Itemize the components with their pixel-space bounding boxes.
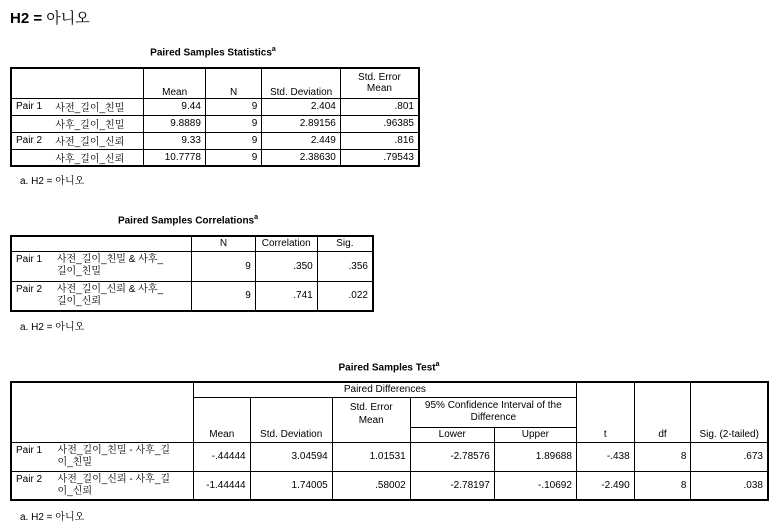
corr-header-correlation: Correlation	[255, 236, 317, 251]
pair-label	[11, 149, 51, 166]
mean-cell: -1.44444	[193, 471, 250, 500]
ci-upper-cell: 1.89688	[494, 442, 576, 471]
variable-pair-line1: 사전_길이_친밀 & 사후_	[56, 253, 164, 265]
ci-upper-cell: -.10692	[494, 471, 576, 500]
se-cell: 1.01531	[332, 442, 410, 471]
stats-title	[10, 46, 416, 58]
corr-header-row	[11, 236, 373, 251]
stats-header-n: N	[205, 68, 261, 98]
stats-title-sup: a	[271, 46, 276, 53]
se-cell: .58002	[332, 471, 410, 500]
se-cell: .816	[340, 132, 419, 149]
heading-equals: =	[29, 10, 47, 27]
sig-cell: .022	[317, 281, 373, 311]
mean-cell: 9.44	[144, 98, 205, 115]
variable-name: 사후_길이_친밀	[51, 115, 144, 132]
t-cell: -2.490	[576, 471, 634, 500]
stats-title-text: Paired Samples Statistics	[150, 47, 272, 59]
stats-table	[10, 67, 420, 167]
se-cell: .79543	[340, 149, 419, 166]
table-row	[11, 115, 419, 132]
corr-header-n: N	[192, 236, 256, 251]
n-cell: 9	[192, 281, 256, 311]
pair-label: Pair 1	[11, 98, 51, 115]
corr-title-text: Paired Samples Correlations	[117, 215, 255, 227]
sig-cell: .673	[691, 442, 768, 471]
stats-header-row	[11, 68, 419, 98]
variable-pair	[53, 251, 192, 281]
sd-cell: 2.38630	[262, 149, 341, 166]
table-row	[11, 281, 373, 311]
n-cell: 9	[205, 98, 261, 115]
variable-pair-line1: 사전_길이_친밀 - 사후_길	[57, 444, 171, 456]
variable-pair-line2: 길이_친밀	[56, 265, 102, 277]
test-header-sig: Sig. (2-tailed)	[691, 427, 768, 442]
pair-label: Pair 1	[11, 251, 53, 281]
variable-pair	[54, 442, 194, 471]
n-cell: 9	[205, 149, 261, 166]
table-row	[11, 251, 373, 281]
test-title	[10, 361, 768, 373]
test-header-se-text: Std. Error Mean	[349, 402, 393, 426]
se-cell: .801	[340, 98, 419, 115]
se-cell: .96385	[340, 115, 419, 132]
test-header-ci: 95% Confidence Interval of the Difference	[410, 397, 576, 427]
sig-cell: .038	[691, 471, 768, 500]
variable-pair	[53, 281, 192, 311]
corr-footnote: a. H2 = 아니오	[20, 322, 85, 333]
correlation-cell: .350	[255, 251, 317, 281]
sd-cell: 2.89156	[262, 115, 341, 132]
pair-label: Pair 1	[11, 442, 54, 471]
n-cell: 9	[192, 251, 256, 281]
mean-cell: 10.7778	[144, 149, 205, 166]
correlation-cell: .741	[255, 281, 317, 311]
variable-pair-line2: 길이_신뢰	[56, 295, 102, 307]
sig-cell: .356	[317, 251, 373, 281]
heading-variable: H2	[10, 10, 30, 27]
table-row	[11, 442, 768, 471]
variable-pair-line2: 이_신뢰	[57, 485, 93, 497]
section-heading	[10, 7, 90, 28]
variable-name: 사후_길이_신뢰	[51, 149, 144, 166]
variable-name: 사전_길이_친밀	[51, 98, 144, 115]
test-title-text: Paired Samples Test	[338, 362, 436, 374]
test-header-sd: Std. Deviation	[250, 427, 332, 442]
variable-name: 사전_길이_신뢰	[51, 132, 144, 149]
stats-footnote: a. H2 = 아니오	[20, 176, 85, 187]
pair-label: Pair 2	[11, 132, 51, 149]
test-header-se	[332, 397, 410, 427]
df-cell: 8	[634, 442, 691, 471]
test-header-t: t	[576, 427, 634, 442]
stats-header-sd: Std. Deviation	[262, 68, 341, 98]
df-cell: 8	[634, 471, 691, 500]
ci-lower-cell: -2.78197	[410, 471, 494, 500]
variable-pair	[54, 471, 194, 500]
variable-pair-line2: 이_친밀	[57, 456, 93, 468]
variable-pair-line1: 사전_길이_신뢰 - 사후_길	[57, 473, 171, 485]
test-header-df: df	[634, 427, 691, 442]
mean-cell: 9.33	[144, 132, 205, 149]
sd-cell: 2.449	[262, 132, 341, 149]
test-header-lower: Lower	[410, 427, 494, 442]
n-cell: 9	[205, 132, 261, 149]
test-header-mean: Mean	[193, 427, 250, 442]
table-row	[11, 132, 419, 149]
pair-label: Pair 2	[11, 471, 54, 500]
test-footnote: a. H2 = 아니오	[20, 512, 85, 523]
corr-title-sup: a	[254, 214, 259, 221]
pair-label	[11, 115, 51, 132]
variable-pair-line1: 사전_길이_신뢰 & 사후_	[56, 283, 164, 295]
pair-label: Pair 2	[11, 281, 53, 311]
sd-cell: 2.404	[262, 98, 341, 115]
stats-header-se: Std. Error Mean	[340, 68, 419, 98]
table-row	[11, 98, 419, 115]
test-header-paired-differences: Paired Differences	[193, 382, 576, 397]
test-header-upper: Upper	[494, 427, 576, 442]
mean-cell: -.44444	[193, 442, 250, 471]
stats-header-mean: Mean	[144, 68, 205, 98]
test-header-row-1	[11, 382, 768, 397]
corr-title	[10, 214, 366, 226]
corr-table	[10, 235, 374, 312]
sd-cell: 3.04594	[250, 442, 332, 471]
corr-header-sig: Sig.	[317, 236, 373, 251]
t-cell: -.438	[576, 442, 634, 471]
n-cell: 9	[205, 115, 261, 132]
test-title-sup: a	[435, 361, 440, 368]
table-row	[11, 471, 768, 500]
test-table	[10, 381, 769, 501]
ci-lower-cell: -2.78576	[410, 442, 494, 471]
sd-cell: 1.74005	[250, 471, 332, 500]
mean-cell: 9.8889	[144, 115, 205, 132]
table-row	[11, 149, 419, 166]
heading-value: 아니오	[46, 10, 90, 27]
